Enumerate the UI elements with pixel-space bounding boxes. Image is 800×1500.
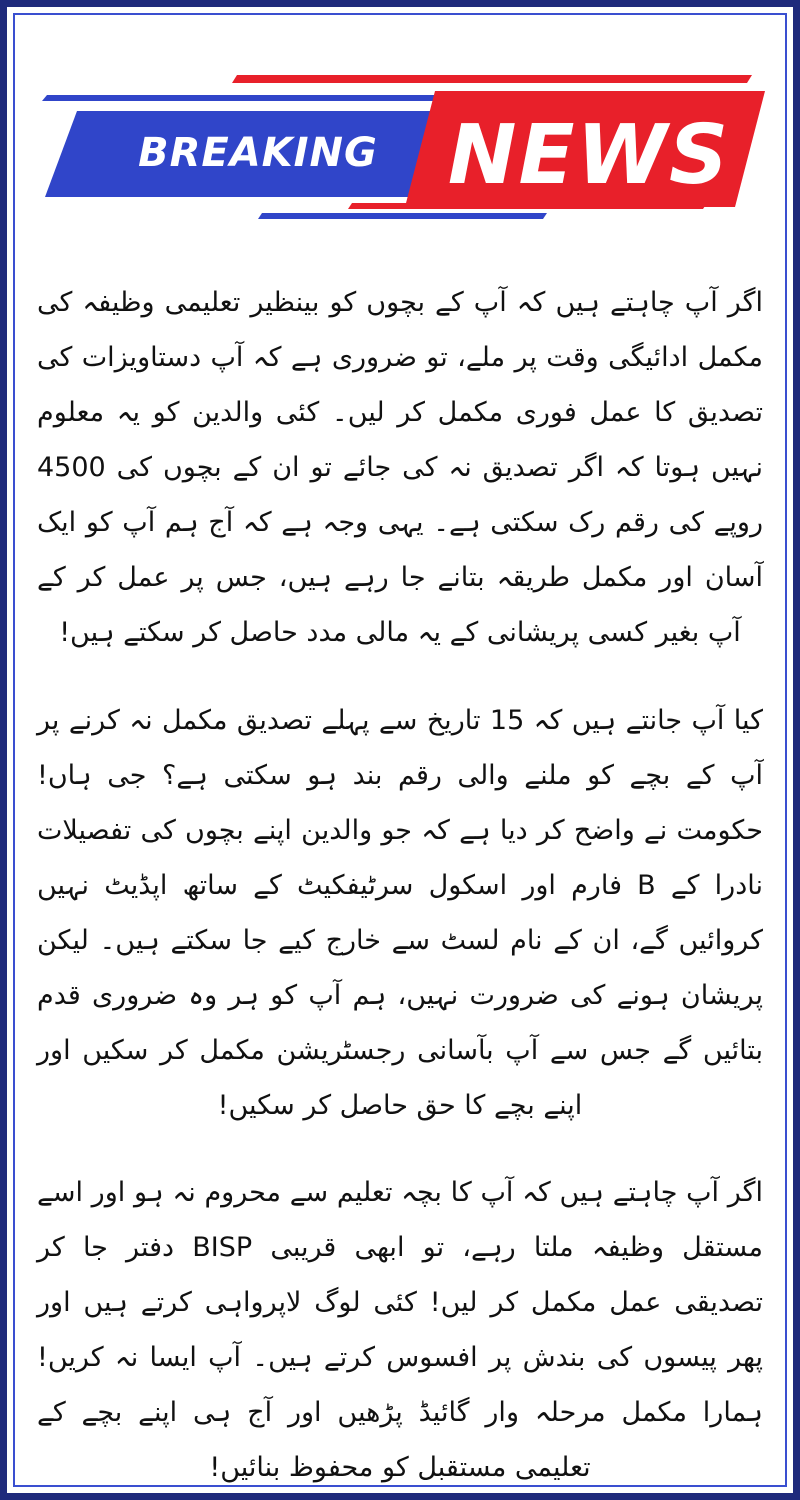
breaking-label: BREAKING <box>138 130 378 176</box>
breaking-news-banner <box>7 7 793 247</box>
paragraph-3: اگر آپ چاہتے ہیں کہ آپ کا بچہ تعلیم سے محروم نہ ہو اور اسے مستقل وظیفہ ملتا رہے، تو ابھی قریبی BISP دفتر جا کر تصدیقی عمل مکمل کر لیں! کئی لوگ لاپرواہی کرتے ہیں اور پھر پیسوں کی بندش پر افسوس کرتے ہیں۔ آپ ایسا نہ کریں! ہمارا مکمل مرحلہ وار گائیڈ پڑھیں اور آج ہی اپنے بچے کے تعلیمی مستقبل کو محفوظ بنائیں! <box>37 1177 763 1483</box>
paragraph-1: اگر آپ چاہتے ہیں کہ آپ کے بچوں کو بینظیر تعلیمی وظیفہ کی مکمل ادائیگی وقت پر ملے، تو ضروری ہے کہ آپ دستاویزات کی تصدیق کا عمل فوری مکمل کر لیں۔ کئی والدین کو یہ معلوم نہیں ہوتا کہ اگر تصدیق نہ کی جائے تو ان کے بچوں کی 4500 روپے کی رقم رک سکتی ہے۔ یہی وجہ ہے کہ آج ہم آپ کو ایک آسان اور مکمل طریقہ بتانے جا رہے ہیں، جس پر عمل کر کے آپ بغیر کسی پریشانی کے یہ مالی مدد حاصل کر سکتے ہیں! <box>37 287 763 648</box>
paragraph-2: کیا آپ جانتے ہیں کہ 15 تاریخ سے پہلے تصدیق مکمل نہ کرنے پر آپ کے بچے کو ملنے والی رقم بند ہو سکتی ہے؟ جی ہاں! حکومت نے واضح کر دیا ہے کہ جو والدین اپنے بچوں کی تفصیلات نادرا کے B فارم اور اسکول سرٹیفکیٹ کے ساتھ اپڈیٹ نہیں کروائیں گے، ان کے نام لسٹ سے خارج کیے جا سکتے ہیں۔ لیکن پریشان ہونے کی ضرورت نہیں، ہم آپ کو ہر وہ ضروری قدم بتائیں گے جس سے آپ بآسانی رجسٹریشن مکمل کر سکیں اور اپنے بچے کا حق حاصل کر سکیں! <box>37 705 764 1121</box>
top-blue-stripe <box>42 95 467 101</box>
top-red-stripe <box>232 75 752 83</box>
news-label: NEWS <box>447 108 731 203</box>
bottom-blue-stripe <box>258 213 547 219</box>
